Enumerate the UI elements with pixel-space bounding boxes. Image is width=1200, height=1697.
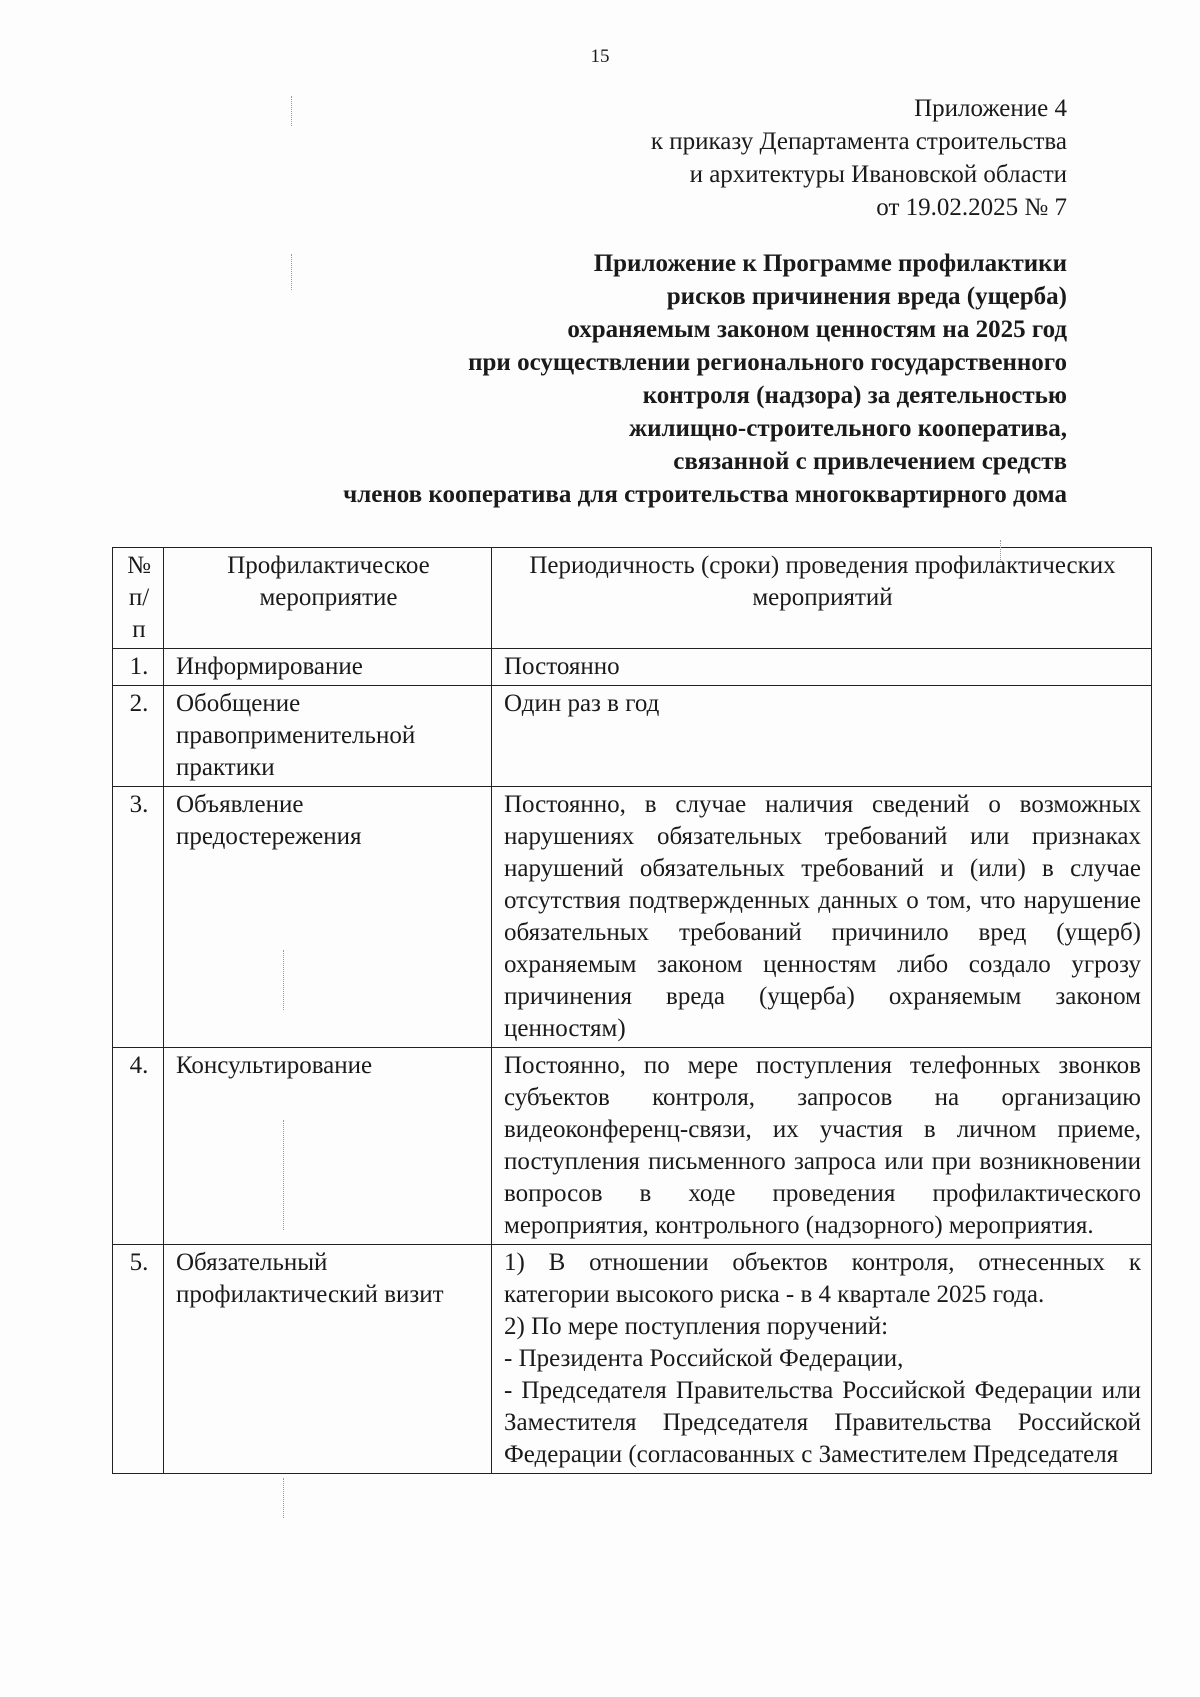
row-event: Консультирование: [164, 1048, 492, 1245]
period-line: 2) По мере поступления поручений:: [504, 1313, 889, 1340]
period-line: - Президента Российской Федерации,: [504, 1345, 904, 1372]
row-event: Объявление предостережения: [164, 787, 492, 1048]
header-event: Профилактическое мероприятие: [164, 548, 492, 649]
row-num: 2.: [113, 686, 164, 787]
row-num: 5.: [113, 1245, 164, 1474]
table-row: [113, 1048, 1152, 1245]
table-row: [113, 787, 1152, 1048]
scan-artifact: [283, 950, 285, 1010]
row-period: Постоянно, в случае наличия сведений о возможных нарушениях обязательных требований или признаках нарушений обязательных требований и (или) в случае отсутствия подтвержденных данных о том, что нарушение обязательных требований причинило вред (ущерб) охраняемым законом ценностям либо создало угрозу причинения вреда (ущерба) охраняемым законом ценностям): [492, 787, 1152, 1048]
appendix-header-line: к приказу Департамента строительства: [650, 128, 1067, 155]
period-line: 1) В отношении объектов контроля, отнесенных к категории высокого риска - в 4 квартале 2025 года.: [504, 1249, 1141, 1308]
header-num: № п/ п: [113, 548, 164, 649]
program-title: [343, 247, 1067, 511]
program-title-line: жилищно-строительного кооператива,: [628, 415, 1067, 442]
row-num: 3.: [113, 787, 164, 1048]
row-event: Обобщение правоприменительной практики: [164, 686, 492, 787]
appendix-header-line: и архитектуры Ивановской области: [689, 161, 1067, 188]
row-period: Один раз в год: [492, 686, 1152, 787]
row-period: [492, 1245, 1152, 1474]
header-period: Периодичность (сроки) проведения профилактических мероприятий: [492, 548, 1152, 649]
row-num: 1.: [113, 649, 164, 686]
program-title-line: охраняемым законом ценностям на 2025 год: [567, 316, 1067, 343]
row-period: Постоянно, по мере поступления телефонных звонков субъектов контроля, запросов на организацию видеоконференц-связи, их участия в личном приеме, поступления письменного запроса или при возникновении вопросов в ходе проведения профилактического мероприятия, контрольного (надзорного) мероприятия.: [492, 1048, 1152, 1245]
program-title-line: рисков причинения вреда (ущерба): [666, 283, 1067, 310]
scan-artifact: [291, 254, 293, 290]
appendix-header-line: Приложение 4: [914, 95, 1067, 122]
scan-artifact: [1000, 540, 1002, 560]
program-title-line: контроля (надзора) за деятельностью: [642, 382, 1067, 409]
scan-artifact: [283, 1478, 285, 1518]
program-title-line: при осуществлении регионального государственного: [468, 349, 1067, 376]
appendix-header: [651, 92, 1067, 224]
activities-table: [112, 547, 1152, 1474]
row-event: Обязательный профилактический визит: [164, 1245, 492, 1474]
page-number: 15: [590, 46, 610, 67]
scan-artifact: [291, 96, 293, 126]
row-period: Постоянно: [492, 649, 1152, 686]
program-title-line: связанной с привлечением средств: [673, 448, 1067, 475]
table-header-row: [113, 548, 1152, 649]
table-row: [113, 1245, 1152, 1474]
table-row: [113, 649, 1152, 686]
table-row: [113, 686, 1152, 787]
program-title-line: членов кооператива для строительства многоквартирного дома: [343, 481, 1067, 508]
period-line: - Председателя Правительства Российской Федерации или Заместителя Председателя Правительства Российской Федерации (согласованных с Заместителем Председателя: [504, 1377, 1141, 1468]
row-num: 4.: [113, 1048, 164, 1245]
row-event: Информирование: [164, 649, 492, 686]
appendix-header-line: от 19.02.2025 № 7: [876, 194, 1067, 221]
scan-artifact: [283, 1120, 285, 1230]
program-title-line: Приложение к Программе профилактики: [593, 250, 1067, 277]
